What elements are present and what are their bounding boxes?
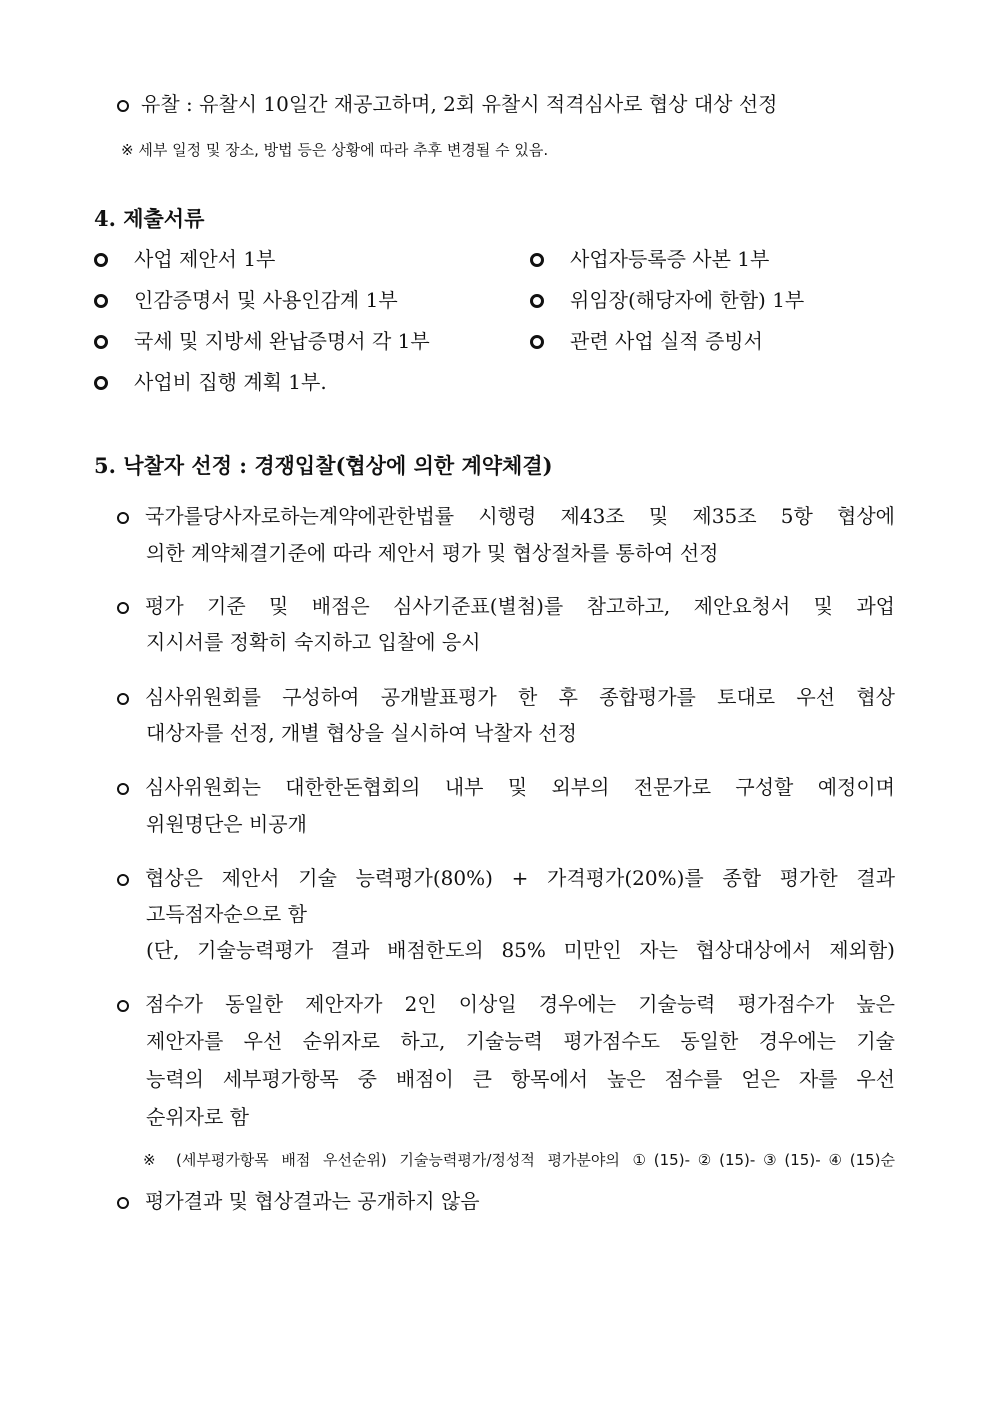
criteria-item-line: 점수가 동일한 제안자가 2인 이상일 경우에는 기술능력 평가점수가 높은 — [117, 991, 895, 1017]
schedule-note: ※ 세부 일정 및 장소, 방법 등은 상황에 따라 추후 변경될 수 있음. — [121, 141, 549, 159]
circle-bullet-icon — [117, 1000, 129, 1012]
criteria-item-line: 지시서를 정확히 숙지하고 입찰에 응시 — [146, 630, 481, 654]
section-5-title: 5. 낙찰자 선정 : 경쟁입찰(협상에 의한 계약체결) — [94, 453, 553, 478]
document-item: 사업자등록증 사본 1부 — [530, 246, 769, 272]
priority-note: ※ (세부평가항목 배점 우선순위) 기술능력평가/정성적 평가분야의 ①(15)-②(15)-③(15)-④(15)순 — [143, 1151, 895, 1169]
criteria-item-line: 심사위원회를 구성하여 공개발표평가 한 후 종합평가를 토대로 우선 협상 — [117, 684, 895, 710]
circle-bullet-icon — [117, 512, 129, 524]
circle-bullet-icon — [94, 335, 108, 349]
criteria-item-line: 평가 기준 및 배점은 심사기준표(별첨)를 참고하고, 제안요청서 및 과업 — [117, 593, 895, 619]
circle-bullet-icon — [117, 100, 129, 112]
circle-bullet-icon — [117, 783, 129, 795]
criteria-item-line: 평가결과 및 협상결과는 공개하지 않음 — [117, 1188, 480, 1214]
circle-bullet-icon — [530, 335, 544, 349]
criteria-item-line: 협상은 제안서 기술 능력평가(80%) + 가격평가(20%)를 종합 평가한 결과 — [117, 865, 895, 891]
criteria-item-line: 위원명단은 비공개 — [146, 812, 307, 836]
circle-bullet-icon — [117, 602, 129, 614]
criteria-item-line: 심사위원회는 대한한돈협회의 내부 및 외부의 전문가로 구성할 예정이며 — [117, 774, 895, 800]
circle-bullet-icon — [530, 253, 544, 267]
circle-bullet-icon — [94, 253, 108, 267]
document-item: 인감증명서 및 사용인감계 1부 — [94, 287, 398, 313]
document-item: 사업비 집행 계획 1부. — [94, 369, 327, 395]
document-item: 관련 사업 실적 증빙서 — [530, 328, 763, 354]
section-4-title: 4. 제출서류 — [94, 206, 205, 231]
criteria-item-line: 의한 계약체결기준에 따라 제안서 평가 및 협상절차를 통하여 선정 — [146, 541, 719, 565]
criteria-item-line: 제안자를 우선 순위자로 하고, 기술능력 평가점수도 동일한 경우에는 기술 — [146, 1029, 895, 1053]
circle-bullet-icon — [117, 693, 129, 705]
circle-bullet-icon — [94, 294, 108, 308]
document-item: 국세 및 지방세 완납증명서 각 1부 — [94, 328, 430, 354]
criteria-item-line: 순위자로 함 — [146, 1105, 249, 1129]
circle-bullet-icon — [117, 874, 129, 886]
bidding-line: 유찰 : 유찰시 10일간 재공고하며, 2회 유찰시 적격심사로 협상 대상 선정 — [117, 91, 777, 117]
criteria-item-line: 대상자를 선정, 개별 협상을 실시하여 낙찰자 선정 — [146, 721, 577, 745]
document-item: 위임장(해당자에 한함) 1부 — [530, 287, 804, 313]
circle-bullet-icon — [94, 376, 108, 390]
criteria-item-line: 국가를당사자로하는계약에관한법률 시행령 제43조 및 제35조 5항 협상에 — [117, 503, 895, 529]
criteria-item-line: 능력의 세부평가항목 중 배점이 큰 항목에서 높은 점수를 얻은 자를 우선 — [146, 1067, 895, 1091]
circle-bullet-icon — [117, 1197, 129, 1209]
circle-bullet-icon — [530, 294, 544, 308]
document-item: 사업 제안서 1부 — [94, 246, 275, 272]
criteria-item-line: (단, 기술능력평가 결과 배점한도의 85% 미만인 자는 협상대상에서 제외함) — [146, 938, 895, 962]
criteria-item-line: 고득점자순으로 함 — [146, 902, 307, 926]
